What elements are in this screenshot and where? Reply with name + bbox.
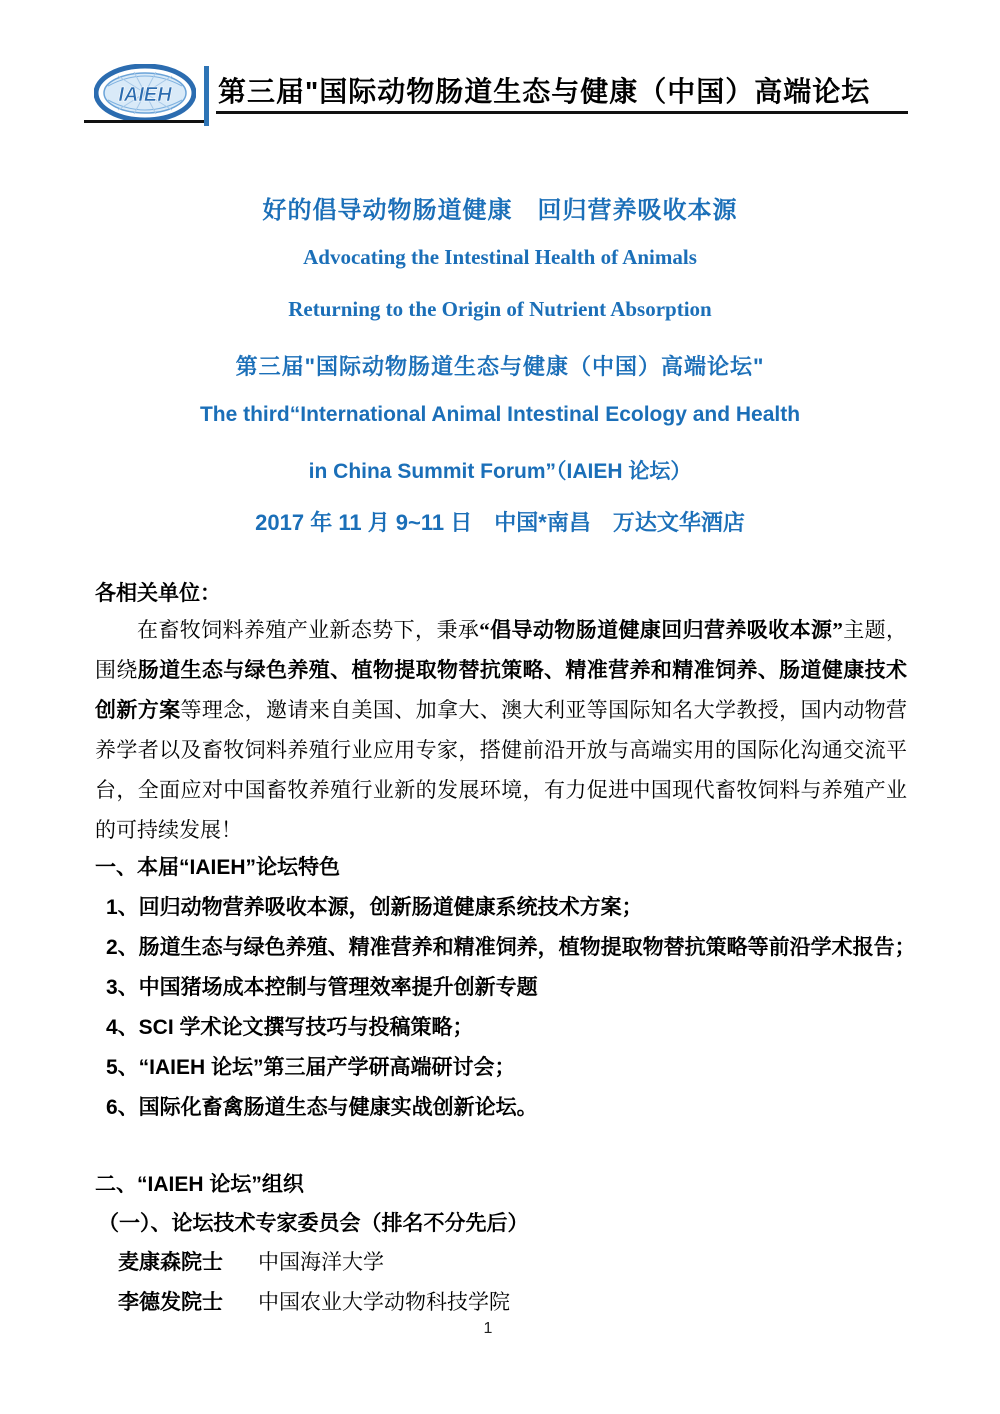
salutation: 各相关单位： — [95, 581, 221, 605]
committee-member-name: 李德发院士 — [118, 1291, 223, 1314]
banner-forum-title-en2: in China Summit Forum”（IAIEH 论坛） — [308, 460, 692, 483]
section2-heading: 二、“IAIEH 论坛”组织 — [95, 1173, 304, 1196]
page-number: 1 — [483, 1320, 493, 1337]
header-title: 第三届"国际动物肠道生态与健康（中国）高端论坛 — [218, 76, 871, 107]
section2-subheading: （一）、论坛技术专家委员会（排名不分先后） — [98, 1212, 529, 1235]
banner-forum-title-en1: The third“International Animal Intestinal Ecology and Health — [199, 403, 801, 426]
para-run: 在畜牧饲料养殖产业新态势下，秉承 — [137, 618, 480, 642]
para-run-bold: 肠道生态与绿色养殖、植物提取物替抗策略、精准营养和精准饲养、肠道健康技术创新方案 — [95, 658, 908, 722]
feature-item-3: 3、中国猪场成本控制与管理效率提升创新专题 — [106, 976, 538, 999]
banner-forum-title-zh: 第三届"国际动物肠道生态与健康（中国）高端论坛" — [235, 354, 765, 379]
logo-text: IAIEH — [118, 84, 172, 106]
banner-advocating-en: Advocating the Intestinal Health of Animals — [303, 245, 697, 269]
feature-item-6: 6、国际化畜禽肠道生态与健康实战创新论坛。 — [106, 1096, 538, 1119]
feature-item-2: 2、肠道生态与绿色养殖、精准营养和精准饲养，植物提取物替抗策略等前沿学术报告； — [106, 936, 916, 959]
para-run: 等理念，邀请来自美国、加拿大、澳大利亚等国际知名大学教授，国内动物营养学者以及畜牧饲料养殖行业应用专家，搭健前沿开放与高端实用的国际化沟通交流平台，全面应对中国畜牧养殖行业新的发展环境，有力促进中国现代畜牧饲料与养殖产业的可持续发展！ — [95, 698, 907, 842]
para-run-bold: “倡导动物肠道健康回归营养吸收本源” — [479, 618, 843, 642]
banner-theme-zh: 好的倡导动物肠道健康 回归营养吸收本源 — [262, 197, 738, 224]
iaieh-logo-icon — [94, 64, 196, 122]
section1-heading: 一、本届“IAIEH”论坛特色 — [95, 856, 341, 879]
header-divider-bar — [204, 66, 209, 126]
feature-item-1: 1、回归动物营养吸收本源，创新肠道健康系统技术方案； — [106, 896, 643, 919]
para-run: 主题，围绕 — [95, 618, 908, 682]
banner-returning-en: Returning to the Origin of Nutrient Absorption — [288, 297, 712, 321]
feature-item-5: 5、“IAIEH 论坛”第三届产学研高端研讨会； — [106, 1056, 516, 1079]
committee-member-name: 麦康森院士 — [118, 1251, 223, 1274]
header-title-underline — [216, 111, 908, 114]
logo-underline — [84, 120, 204, 123]
committee-member-org: 中国农业大学动物科技学院 — [258, 1290, 510, 1314]
banner-date-venue: 2017 年 11 月 9~11 日 中国*南昌 万达文华酒店 — [255, 510, 745, 535]
feature-item-4: 4、SCI 学术论文撰写技巧与投稿策略； — [106, 1016, 474, 1039]
committee-member-org: 中国海洋大学 — [258, 1250, 384, 1274]
intro-paragraph — [95, 610, 907, 850]
